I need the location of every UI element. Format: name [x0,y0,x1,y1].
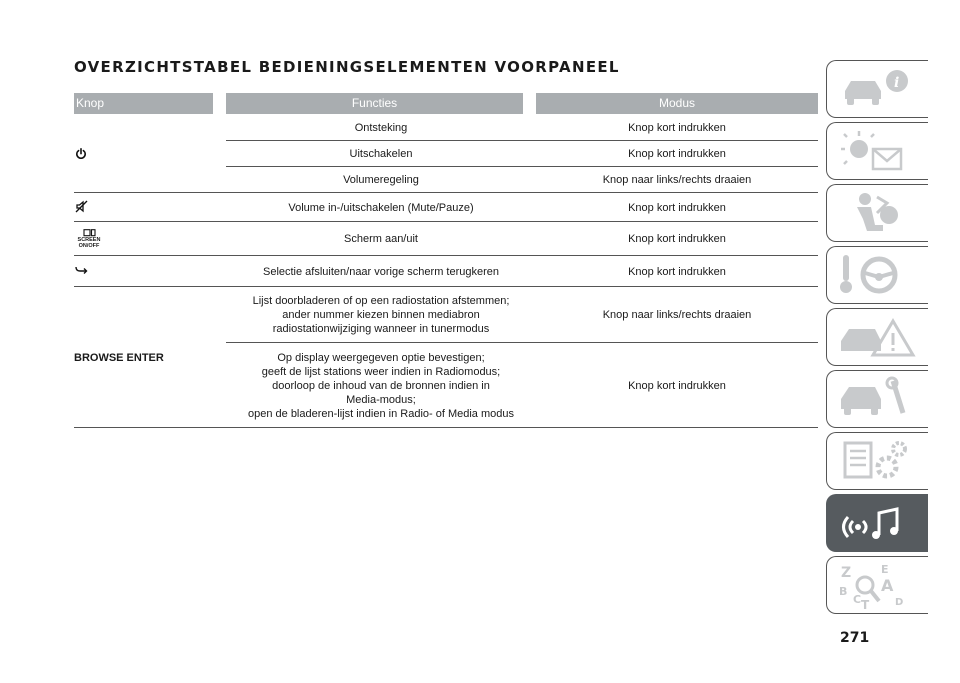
functie-cell [226,351,536,421]
functie-line: Lijst doorbladeren of op een radiostation afstemmen; [252,295,510,307]
tab-multimedia[interactable] [826,494,928,552]
functie-line: ander nummer kiezen binnen mediabron [282,309,480,321]
modus-cell: Knop kort indrukken [628,121,726,134]
svg-text:i: i [894,75,900,91]
table-row [74,343,818,428]
svg-text:Z: Z [841,565,852,581]
modus-cell: Knop kort indrukken [628,379,726,392]
table-row [74,141,818,167]
warning-lights-icon [837,127,917,175]
table-row [74,114,818,141]
functie-cell: Ontsteking [354,121,408,134]
modus-cell: Knop kort indrukken [628,201,726,214]
screen-label-top: SCREEN [77,237,101,243]
tab-steering-key[interactable] [826,246,928,304]
functie-cell: Volumeregeling [343,174,419,186]
tab-car-warning[interactable] [826,308,928,366]
functie-cell: Uitschakelen [349,148,413,160]
table-row [74,222,818,256]
table-row [74,167,818,193]
header-modus: Modus [536,93,818,114]
modus-cell: Knop kort indrukken [628,148,726,160]
car-info-icon [837,65,917,113]
modus-cell: Knop kort indrukken [628,265,726,278]
screen-label-bottom: ON/OFF [78,243,100,249]
svg-text:E: E [881,563,889,576]
browse-enter-label: BROWSE ENTER [74,351,164,364]
power-group [74,114,818,193]
back-arrow-icon [74,265,88,275]
car-warning-icon [837,313,917,361]
functie-line: doorloop de inhoud van de bronnen indien in [272,379,490,392]
tab-index[interactable] [826,556,928,614]
modus-cell: Knop kort indrukken [628,233,726,245]
mute-icon [75,200,88,213]
functie-cell: Volume in-/uitschakelen (Mute/Pauze) [288,201,474,214]
svg-text:A: A [881,576,894,595]
functie-line: open de bladeren-lijst indien in Radio- of Media modus [248,407,514,420]
tech-data-icon [837,437,917,485]
modus-cell: Knop naar links/rechts draaien [602,309,752,321]
table-row [74,193,818,222]
index-icon [837,561,917,609]
table-row [74,287,818,343]
svg-text:C: C [853,593,862,606]
header-knop: Knop [74,93,213,114]
tab-warning-lights[interactable] [826,122,928,180]
table-row [74,256,818,287]
modus-cell: Knop naar links/rechts draaien [602,174,752,186]
page-title: OVERZICHTSTABEL BEDIENINGSELEMENTEN VOORPANEEL [74,58,620,76]
functie-line: radiostationwijziging wanneer in tunermodus [272,323,490,335]
car-service-icon [837,375,917,423]
header-functies: Functies [226,93,523,114]
functie-cell [226,294,536,336]
functie-line: Media-modus; [346,393,416,406]
controls-table [74,93,818,428]
screen-icon [72,229,106,249]
functie-line: Op display weergegeven optie bevestigen; [277,351,485,364]
tab-car-service[interactable] [826,370,928,428]
seat-airbag-icon [837,189,917,237]
browse-group [74,287,818,428]
steering-key-icon [837,251,917,299]
functie-cell: Selectie afsluiten/naar vorige scherm terugkeren [262,265,499,278]
svg-text:D: D [895,597,904,608]
svg-text:T: T [861,598,870,609]
tab-tech-data[interactable] [826,432,928,490]
functie-line: geeft de lijst stations weer indien in Radiomodus; [261,365,501,378]
functie-cell: Scherm aan/uit [344,233,418,245]
multimedia-icon [837,499,917,547]
page-number: 271 [840,630,870,646]
table-header [74,93,818,114]
svg-text:B: B [839,585,848,598]
tab-car-info[interactable] [826,60,928,118]
tab-seat-airbag[interactable] [826,184,928,242]
